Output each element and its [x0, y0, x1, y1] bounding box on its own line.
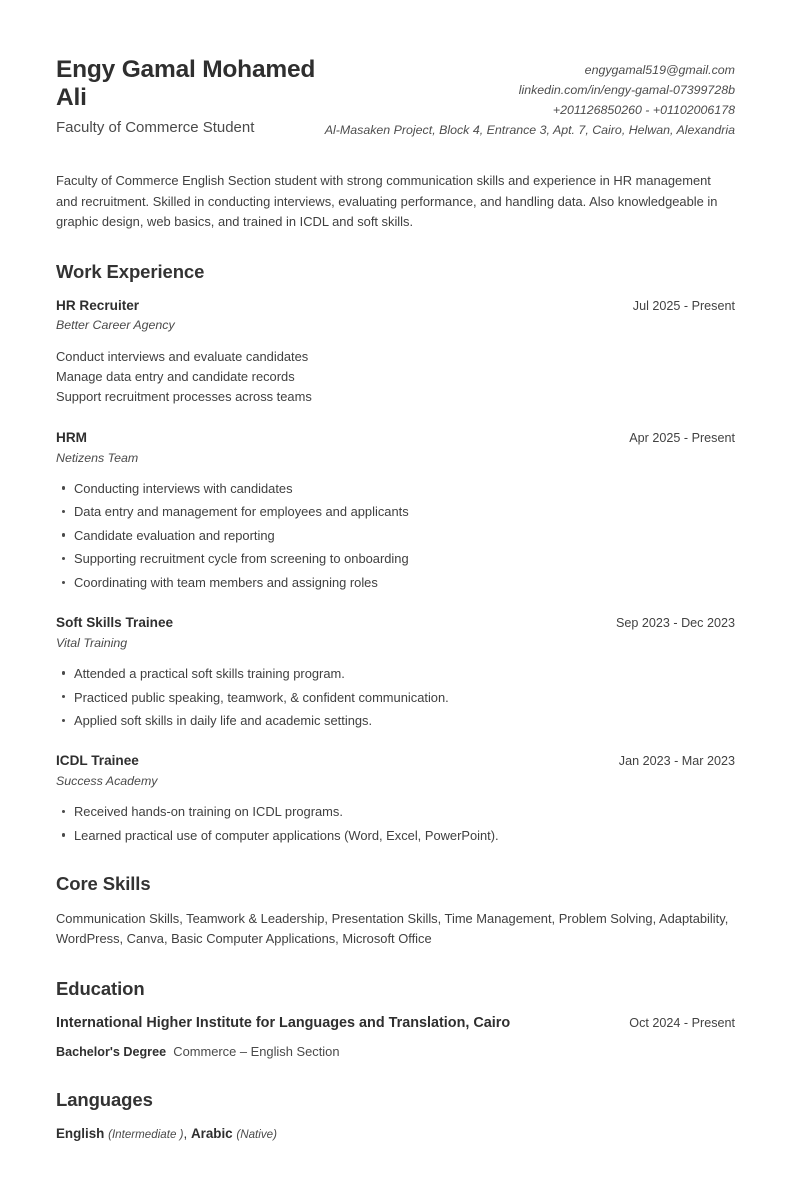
candidate-name: Engy Gamal Mohamed Ali	[56, 56, 316, 112]
contact-block	[325, 54, 735, 140]
experience-bullet: Candidate evaluation and reporting	[74, 526, 735, 545]
language-name: English	[56, 1126, 105, 1142]
section-title-education: Education	[56, 977, 145, 999]
language-level: (Intermediate )	[108, 1128, 184, 1142]
experience-list	[56, 297, 735, 845]
experience-description-line: Manage data entry and candidate records	[56, 368, 295, 384]
experience-role: ICDL Trainee	[56, 753, 139, 769]
experience-entry	[56, 429, 735, 592]
experience-bullet: Coordinating with team members and assigning roles	[74, 573, 735, 592]
experience-date-range: Jan 2023 - Mar 2023	[618, 754, 735, 769]
education-degree-label: Bachelor's Degree	[56, 1044, 167, 1059]
experience-entry-head	[56, 614, 735, 632]
experience-role: HR Recruiter	[56, 297, 140, 313]
language-name: Arabic	[190, 1126, 233, 1142]
experience-role: Soft Skills Trainee	[56, 615, 174, 631]
contact-address: Al-Masaken Project, Block 4, Entrance 3, Apt. 7, Cairo, Helwan, Alexandria	[324, 123, 735, 138]
experience-bullet: Learned practical use of computer applications (Word, Excel, PowerPoint).	[74, 826, 735, 845]
section-education	[56, 978, 735, 1062]
experience-bullet: Supporting recruitment cycle from screening to onboarding	[74, 549, 735, 568]
experience-bullet: Received hands-on training on ICDL programs.	[74, 802, 735, 821]
section-languages	[56, 1089, 735, 1144]
core-skills-text: Communication Skills, Teamwork & Leadership, Presentation Skills, Time Management, Problem Solving, Adaptability, WordPress, Canva, Basic Computer Applications, Microsoft Office	[56, 910, 729, 947]
section-title-work-experience: Work Experience	[56, 260, 205, 282]
education-degree-line	[56, 1043, 735, 1062]
languages-separator: ,	[183, 1126, 191, 1142]
languages-line	[56, 1125, 735, 1144]
experience-bullet-list	[56, 664, 735, 730]
experience-description-lines	[56, 347, 735, 407]
experience-bullet: Attended a practical soft skills training program.	[74, 664, 735, 683]
identity-block	[56, 54, 325, 137]
education-degree-value: Commerce – English Section	[173, 1043, 340, 1059]
experience-date-range: Apr 2025 - Present	[629, 430, 735, 445]
section-work-experience	[56, 261, 735, 845]
experience-date-range: Sep 2023 - Dec 2023	[615, 616, 735, 631]
experience-entry-head	[56, 429, 735, 447]
experience-description-line: Support recruitment processes across teams	[56, 388, 312, 404]
education-date-range: Oct 2024 - Present	[629, 1015, 735, 1030]
education-entry-head	[56, 1014, 735, 1033]
experience-date-range: Jul 2025 - Present	[632, 298, 735, 313]
experience-entry	[56, 614, 735, 730]
experience-entry	[56, 752, 735, 844]
professional-summary: Faculty of Commerce English Section student with strong communication skills and experience in HR management and recruitment. Skilled in conducting interviews, evaluating performance, and handling data. Also knowledgeable in graphic design, web basics, and trained in ICDL and soft skills.	[56, 173, 718, 230]
resume-header	[56, 48, 735, 140]
section-core-skills	[56, 873, 735, 950]
section-title-core-skills: Core Skills	[56, 872, 151, 894]
experience-bullet-list	[56, 802, 735, 845]
section-title-languages: Languages	[56, 1089, 153, 1111]
experience-bullet: Applied soft skills in daily life and academic settings.	[74, 711, 735, 730]
experience-bullet-list	[56, 479, 735, 592]
experience-entry	[56, 297, 735, 407]
experience-organization: Better Career Agency	[56, 318, 175, 333]
experience-entry-head	[56, 752, 735, 770]
experience-bullet: Conducting interviews with candidates	[74, 479, 735, 498]
education-school: International Higher Institute for Languages and Translation, Cairo	[56, 1014, 511, 1031]
contact-phone[interactable]: +201126850260 - +01102006178	[552, 103, 735, 118]
experience-organization: Vital Training	[56, 635, 128, 650]
experience-role: HRM	[56, 429, 87, 445]
experience-organization: Success Academy	[56, 773, 158, 788]
contact-linkedin[interactable]: linkedin.com/in/engy-gamal-07399728b	[518, 83, 735, 98]
experience-entry-head	[56, 297, 735, 315]
experience-description-line: Conduct interviews and evaluate candidates	[56, 348, 309, 364]
experience-bullet: Data entry and management for employees and applicants	[74, 502, 735, 521]
experience-bullet: Practiced public speaking, teamwork, & confident communication.	[74, 688, 735, 707]
candidate-job-title: Faculty of Commerce Student	[56, 119, 255, 137]
education-entry	[56, 1014, 735, 1061]
contact-email[interactable]: engygamal519@gmail.com	[584, 63, 735, 77]
experience-organization: Netizens Team	[56, 450, 139, 465]
language-level: (Native)	[236, 1128, 277, 1142]
education-list	[56, 1014, 735, 1061]
